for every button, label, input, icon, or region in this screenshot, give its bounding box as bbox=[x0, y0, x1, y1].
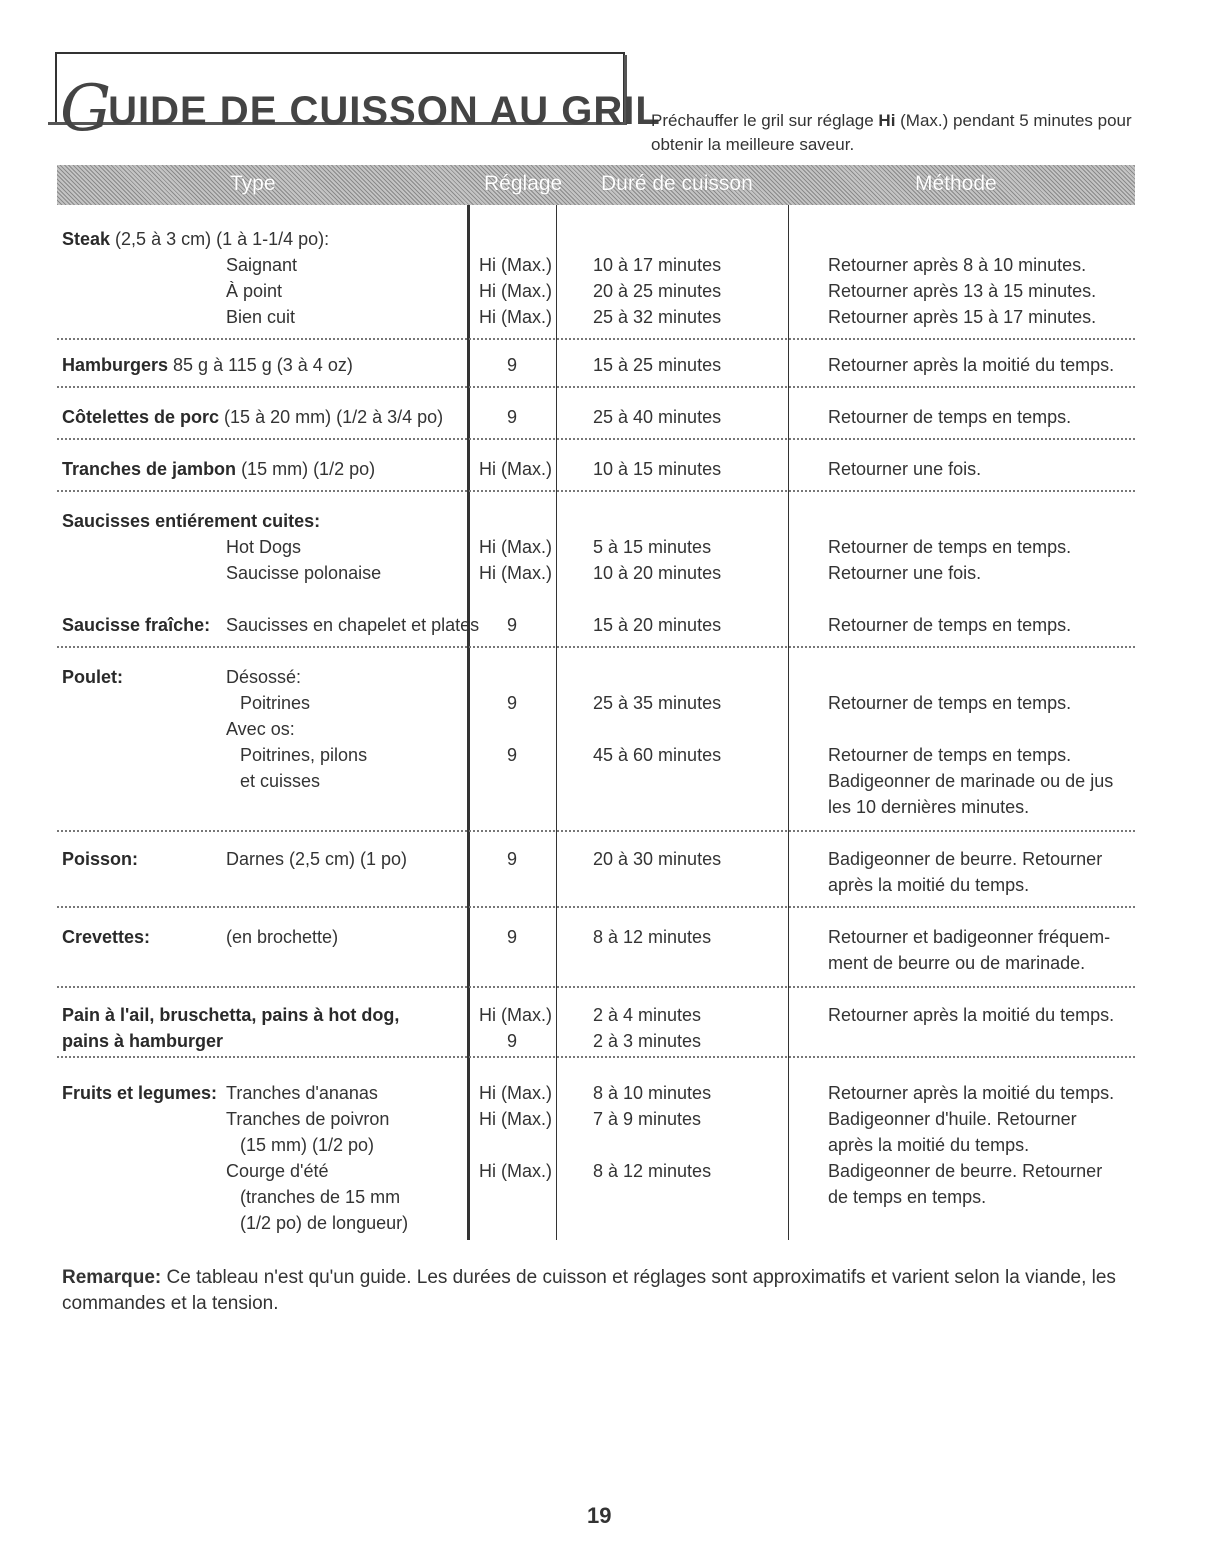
duree-value: 5 à 15 minutes bbox=[593, 537, 712, 557]
reglage-value: Hi (Max.) bbox=[479, 537, 552, 557]
header-type: Type bbox=[230, 172, 276, 195]
header-duree: Duré de cuisson bbox=[601, 172, 753, 195]
methode-value: après la moitié du temps. bbox=[828, 875, 1030, 895]
duree-value: 10 à 17 minutes bbox=[593, 255, 722, 275]
row-sublabel: (1/2 po) de longueur) bbox=[240, 1213, 409, 1233]
page-number: 19 bbox=[587, 1503, 612, 1528]
reglage-value: Hi (Max.) bbox=[479, 281, 552, 301]
row-divider bbox=[57, 986, 1135, 988]
methode-value: Retourner de temps en temps. bbox=[828, 745, 1072, 765]
row-sublabel: Courge d'été bbox=[226, 1161, 329, 1181]
duree-value: 7 à 9 minutes bbox=[593, 1109, 702, 1129]
row-sublabel: Poitrines, pilons bbox=[240, 745, 368, 765]
row-sublabel: et cuisses bbox=[240, 771, 321, 791]
methode-value: Retourner après la moitié du temps. bbox=[828, 1005, 1115, 1025]
row-sublabel: Désossé: bbox=[226, 667, 302, 687]
column-separator bbox=[556, 205, 557, 1240]
methode-value: Retourner après la moitié du temps. bbox=[828, 355, 1115, 375]
methode-value: Retourner après 13 à 15 minutes. bbox=[828, 281, 1097, 301]
row-sublabel: Saucisses en chapelet et plates bbox=[226, 615, 480, 635]
row-divider bbox=[57, 906, 1135, 908]
row-sublabel: (15 mm) (1/2 po) bbox=[240, 1135, 375, 1155]
methode-value: Retourner une fois. bbox=[828, 563, 982, 583]
row-divider bbox=[57, 646, 1135, 648]
reglage-value: Hi (Max.) bbox=[479, 307, 552, 327]
row-label: Pain à l'ail, bruschetta, pains à hot dog, bbox=[62, 1005, 400, 1025]
reglage-value: 9 bbox=[507, 1031, 518, 1051]
methode-value: Badigeonner de marinade ou de jus bbox=[828, 771, 1114, 791]
duree-value: 20 à 30 minutes bbox=[593, 849, 722, 869]
methode-value: après la moitié du temps. bbox=[828, 1135, 1030, 1155]
methode-value: Badigeonner de beurre. Retourner bbox=[828, 1161, 1103, 1181]
row-sublabel: Tranches de poivron bbox=[226, 1109, 390, 1129]
duree-value: 2 à 3 minutes bbox=[593, 1031, 702, 1051]
duree-value: 8 à 12 minutes bbox=[593, 1161, 712, 1181]
methode-value: Retourner une fois. bbox=[828, 459, 982, 479]
row-divider bbox=[57, 490, 1135, 492]
note: Remarque: Ce tableau n'est qu'un guide. Les durées de cuisson et réglages sont approximatifs et varient selon la viande, les commandes et la tension. bbox=[62, 1267, 1116, 1314]
methode-value: Retourner de temps en temps. bbox=[828, 537, 1072, 557]
duree-value: 10 à 20 minutes bbox=[593, 563, 722, 583]
reglage-value: 9 bbox=[507, 615, 518, 635]
row-sublabel: Poitrines bbox=[240, 693, 311, 713]
row-label: Saucisses entiérement cuites: bbox=[62, 511, 321, 531]
reglage-value: 9 bbox=[507, 745, 518, 765]
row-divider bbox=[57, 1056, 1135, 1058]
reglage-value: Hi (Max.) bbox=[479, 1161, 552, 1181]
reglage-value: 9 bbox=[507, 693, 518, 713]
row-label: Côtelettes de porc (15 à 20 mm) (1/2 à 3/4 po) bbox=[62, 407, 444, 427]
duree-value: 15 à 20 minutes bbox=[593, 615, 722, 635]
row-label: Steak (2,5 à 3 cm) (1 à 1-1/4 po): bbox=[62, 229, 330, 249]
methode-value: les 10 dernières minutes. bbox=[828, 797, 1030, 817]
duree-value: 15 à 25 minutes bbox=[593, 355, 722, 375]
reglage-value: Hi (Max.) bbox=[479, 1005, 552, 1025]
duree-value: 2 à 4 minutes bbox=[593, 1005, 702, 1025]
reglage-value: Hi (Max.) bbox=[479, 459, 552, 479]
column-separator bbox=[467, 205, 470, 1240]
intro-text: Préchauffer le gril sur réglage Hi (Max.) pendant 5 minutes pour obtenir la meilleure saveur. bbox=[651, 111, 1132, 154]
methode-value: ment de beurre ou de marinade. bbox=[828, 953, 1086, 973]
row-divider bbox=[57, 830, 1135, 832]
duree-value: 10 à 15 minutes bbox=[593, 459, 722, 479]
column-separator bbox=[788, 205, 789, 1240]
row-sublabel: Bien cuit bbox=[226, 307, 296, 327]
reglage-value: 9 bbox=[507, 927, 518, 947]
reglage-value: Hi (Max.) bbox=[479, 255, 552, 275]
page-title: GUIDE DE CUISSON AU GRIL bbox=[60, 72, 661, 146]
row-sublabel: À point bbox=[226, 281, 283, 301]
row-sublabel: (tranches de 15 mm bbox=[240, 1187, 401, 1207]
methode-value: Retourner et badigeonner fréquem- bbox=[828, 927, 1111, 947]
duree-value: 25 à 40 minutes bbox=[593, 407, 722, 427]
row-label: Saucisse fraîche: bbox=[62, 615, 211, 635]
duree-value: 45 à 60 minutes bbox=[593, 745, 722, 765]
methode-value: Badigeonner de beurre. Retourner bbox=[828, 849, 1103, 869]
duree-value: 25 à 32 minutes bbox=[593, 307, 722, 327]
duree-value: 8 à 10 minutes bbox=[593, 1083, 712, 1103]
methode-value: Badigeonner d'huile. Retourner bbox=[828, 1109, 1077, 1129]
row-sublabel: Tranches d'ananas bbox=[226, 1083, 378, 1103]
header-methode: Méthode bbox=[915, 172, 997, 195]
duree-value: 25 à 35 minutes bbox=[593, 693, 722, 713]
row-divider bbox=[57, 338, 1135, 340]
row-sublabel: Avec os: bbox=[226, 719, 295, 739]
row-label: Hamburgers 85 g à 115 g (3 à 4 oz) bbox=[62, 355, 353, 375]
methode-value: Retourner après la moitié du temps. bbox=[828, 1083, 1115, 1103]
row-sublabel: (en brochette) bbox=[226, 927, 339, 947]
row-sublabel: Hot Dogs bbox=[226, 537, 302, 557]
reglage-value: Hi (Max.) bbox=[479, 1109, 552, 1129]
row-divider bbox=[57, 386, 1135, 388]
row-sublabel: Darnes (2,5 cm) (1 po) bbox=[226, 849, 408, 869]
duree-value: 20 à 25 minutes bbox=[593, 281, 722, 301]
row-sublabel: Saignant bbox=[226, 255, 298, 275]
row-label: Poulet: bbox=[62, 667, 123, 687]
row-label: Poisson: bbox=[62, 849, 139, 869]
row-label: Crevettes: bbox=[62, 927, 151, 947]
row-divider bbox=[57, 438, 1135, 440]
methode-value: de temps en temps. bbox=[828, 1187, 987, 1207]
reglage-value: Hi (Max.) bbox=[479, 563, 552, 583]
row-label: Fruits et legumes: bbox=[62, 1083, 218, 1103]
reglage-value: Hi (Max.) bbox=[479, 1083, 552, 1103]
methode-value: Retourner après 8 à 10 minutes. bbox=[828, 255, 1087, 275]
row-label: pains à hamburger bbox=[62, 1031, 224, 1051]
methode-value: Retourner de temps en temps. bbox=[828, 615, 1072, 635]
row-sublabel: Saucisse polonaise bbox=[226, 563, 382, 583]
methode-value: Retourner de temps en temps. bbox=[828, 407, 1072, 427]
reglage-value: 9 bbox=[507, 355, 518, 375]
row-label: Tranches de jambon (15 mm) (1/2 po) bbox=[62, 459, 376, 479]
reglage-value: 9 bbox=[507, 407, 518, 427]
reglage-value: 9 bbox=[507, 849, 518, 869]
duree-value: 8 à 12 minutes bbox=[593, 927, 712, 947]
header-reglage: Réglage bbox=[484, 172, 563, 195]
methode-value: Retourner de temps en temps. bbox=[828, 693, 1072, 713]
methode-value: Retourner après 15 à 17 minutes. bbox=[828, 307, 1097, 327]
